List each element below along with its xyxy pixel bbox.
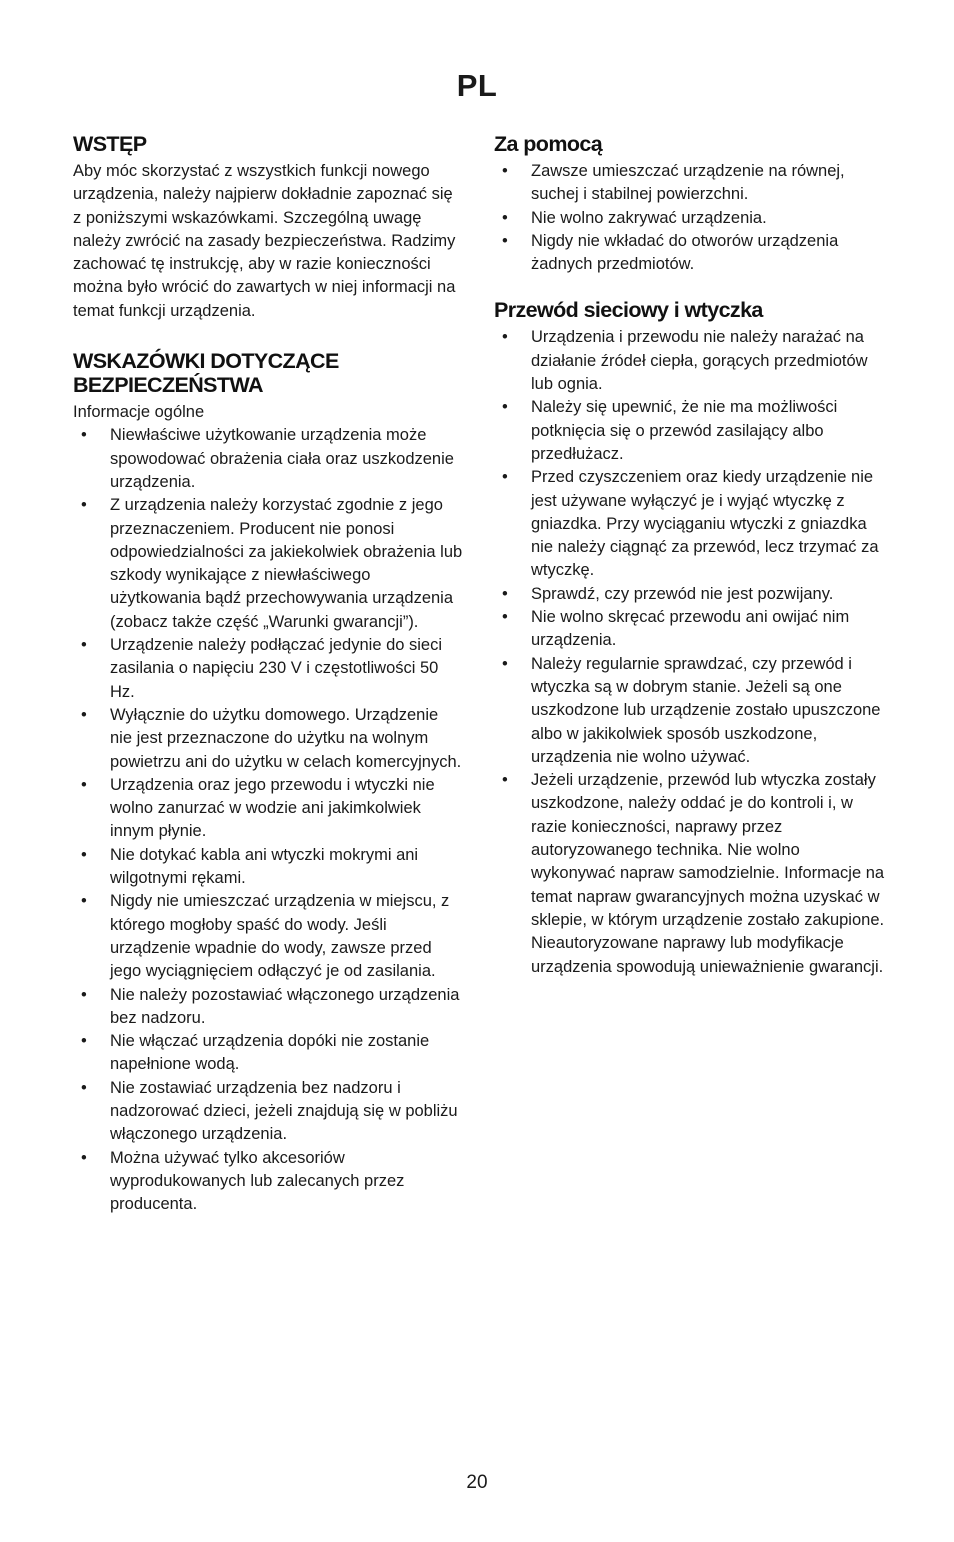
bullet-icon: •	[502, 584, 508, 603]
list-item	[73, 704, 463, 774]
bullet-icon: •	[81, 892, 87, 911]
bullet-icon: •	[81, 1078, 87, 1097]
list-item	[494, 207, 886, 230]
help-list	[494, 160, 886, 276]
bullet-icon: •	[502, 398, 508, 417]
bullet-icon: •	[502, 771, 508, 790]
safety-subheading: Informacje ogólne	[73, 403, 205, 422]
safety-heading-line1: WSKAZÓWKI DOTYCZĄCE	[73, 349, 339, 374]
language-code: PL	[456, 68, 498, 103]
list-item	[73, 494, 463, 634]
list-item	[73, 774, 463, 844]
list-item-text: Można używać tylko akcesoriów wyprodukowanych lub zalecanych przez producenta.	[110, 1148, 405, 1214]
list-item-text: Urządzenia i przewodu nie należy narażać na działanie źródeł ciepła, gorących przedmiotów lub ognia.	[531, 328, 868, 394]
list-item-text: Nie włączać urządzenia dopóki nie zostanie napełnione wodą.	[110, 1032, 430, 1074]
list-item-text: Nigdy nie umieszczać urządzenia w miejscu, z którego mogłoby spaść do wody. Jeśli urządzenie wpadnie do wody, zawsze przed jego wyciągnięciem odłączyć je od zasilania.	[110, 892, 450, 981]
page-number: 20	[466, 1472, 488, 1493]
list-item	[73, 1147, 463, 1217]
list-item	[494, 326, 886, 396]
list-item-text: Nigdy nie wkładać do otworów urządzenia żadnych przedmiotów.	[531, 231, 839, 274]
list-item-text: Niewłaściwe użytkowanie urządzenia może spowodować obrażenia ciała oraz uszkodzenie urządzenia.	[110, 426, 454, 491]
bullet-icon: •	[502, 608, 508, 627]
help-heading: Za pomocą	[494, 132, 603, 156]
list-item-text: Nie zostawiać urządzenia bez nadzoru i nadzorować dzieci, jeżeli znajdują się w pobliżu włączonego urządzenia.	[110, 1078, 458, 1144]
cord-heading: Przewód sieciowy i wtyczka	[494, 298, 763, 323]
bullet-icon: •	[81, 496, 87, 515]
safety-heading	[73, 349, 463, 397]
list-item	[73, 844, 463, 891]
safety-heading-line2: BEZPIECZEŃSTWA	[73, 373, 263, 398]
bullet-icon: •	[502, 468, 508, 487]
list-item	[73, 634, 463, 704]
list-item-text: Nie dotykać kabla ani wtyczki mokrymi ani wilgotnymi rękami.	[110, 845, 419, 888]
list-item	[73, 1077, 463, 1147]
list-item-text: Urządzenia oraz jego przewodu i wtyczki nie wolno zanurzać w wodzie ani jakimkolwiek innym płynie.	[110, 775, 435, 841]
list-item	[494, 583, 886, 606]
bullet-icon: •	[81, 985, 87, 1004]
list-item	[73, 424, 463, 494]
list-item-text: Należy się upewnić, że nie ma możliwości potknięcia się o przewód zasilający albo przedłużacz.	[531, 398, 838, 463]
list-item	[494, 769, 886, 979]
list-item	[73, 984, 463, 1031]
cord-section	[494, 298, 886, 978]
list-item	[494, 230, 886, 277]
bullet-icon: •	[81, 636, 87, 655]
list-item	[494, 160, 886, 207]
list-item-text: Nie wolno zakrywać urządzenia.	[531, 208, 767, 227]
intro-paragraph: Aby móc skorzystać z wszystkich funkcji nowego urządzenia, należy najpierw dokładnie zapoznać się z poniższymi wskazówkami. Szczególną uwagę należy zwrócić na zasady bezpieczeństwa. Radzimy zachować tę instrukcję, aby w razie konieczności można było wrócić do zawartych w niej informacji na temat funkcji urządzenia.	[73, 162, 456, 320]
cord-list	[494, 326, 886, 978]
bullet-icon: •	[502, 162, 508, 180]
safety-section	[73, 349, 463, 1216]
bullet-icon: •	[502, 208, 508, 227]
list-item-text: Nie wolno skręcać przewodu ani owijać nim urządzenia.	[531, 608, 850, 650]
list-item-text: Z urządzenia należy korzystać zgodnie z jego przeznaczeniem. Producent nie ponosi odpowiedzialności za jakiekolwiek obrażenia lub szkody wynikające z niewłaściwego użytkowania bądź przechowywania urządzenia (zobacz także część „Warunki gwarancji”).	[110, 496, 463, 631]
list-item-text: Wyłącznie do użytku domowego. Urządzenie nie jest przeznaczone do użytku na wolnym powietrzu ani do użytku w celach komercyjnych.	[110, 705, 462, 771]
bullet-icon: •	[81, 426, 87, 445]
list-item-text: Należy regularnie sprawdzać, czy przewód i wtyczka są w dobrym stanie. Jeżeli są one uszkodzone lub urządzenie zostało upuszczone albo w jakikolwiek sposób uszkodzone, urządzenia nie wolno używać.	[531, 654, 881, 766]
list-item-text: Sprawdź, czy przewód nie jest pozwijany.	[531, 584, 834, 603]
list-item	[494, 396, 886, 466]
list-item-text: Zawsze umieszczać urządzenie na równej, suchej i stabilnej powierzchni.	[531, 162, 845, 204]
bullet-icon: •	[81, 705, 87, 724]
intro-section	[73, 132, 463, 323]
left-column	[73, 132, 463, 1216]
bullet-icon: •	[502, 328, 508, 347]
list-item-text: Urządzenie należy podłączać jedynie do sieci zasilania o napięciu 230 V i częstotliwości 50 Hz.	[110, 636, 443, 701]
bullet-icon: •	[81, 845, 87, 864]
list-item-text: Przed czyszczeniem oraz kiedy urządzenie nie jest używane wyłączyć je i wyjąć wtyczkę z gniazdka. Przy wyciąganiu wtyczki z gniazdka nie należy ciągnąć za przewód, lecz trzymać za wtyczkę.	[531, 468, 879, 580]
list-item	[494, 466, 886, 582]
list-item-text: Jeżeli urządzenie, przewód lub wtyczka zostały uszkodzone, należy oddać je do kontroli i, w razie konieczności, naprawy przez autoryzowanego technika. Nie wolno wykonywać napraw samodzielnie. Informacje na temat napraw gwarancyjnych można uzyskać w sklepie, w którym urządzenie zostało zakupione. Nieautoryzowane naprawy lub modyfikacje urządzenia spowodują unieważnienie gwarancji.	[531, 771, 885, 976]
bullet-icon: •	[502, 231, 508, 250]
bullet-icon: •	[81, 1148, 87, 1167]
list-item	[73, 1030, 463, 1077]
safety-list	[73, 424, 463, 1216]
help-section	[494, 132, 886, 276]
bullet-icon: •	[502, 654, 508, 673]
intro-heading: WSTĘP	[73, 132, 147, 156]
right-column	[494, 132, 886, 979]
list-item-text: Nie należy pozostawiać włączonego urządzenia bez nadzoru.	[110, 985, 460, 1027]
list-item	[73, 890, 463, 983]
list-item	[494, 653, 886, 769]
bullet-icon: •	[81, 1032, 87, 1051]
list-item	[494, 606, 886, 653]
bullet-icon: •	[81, 775, 87, 794]
